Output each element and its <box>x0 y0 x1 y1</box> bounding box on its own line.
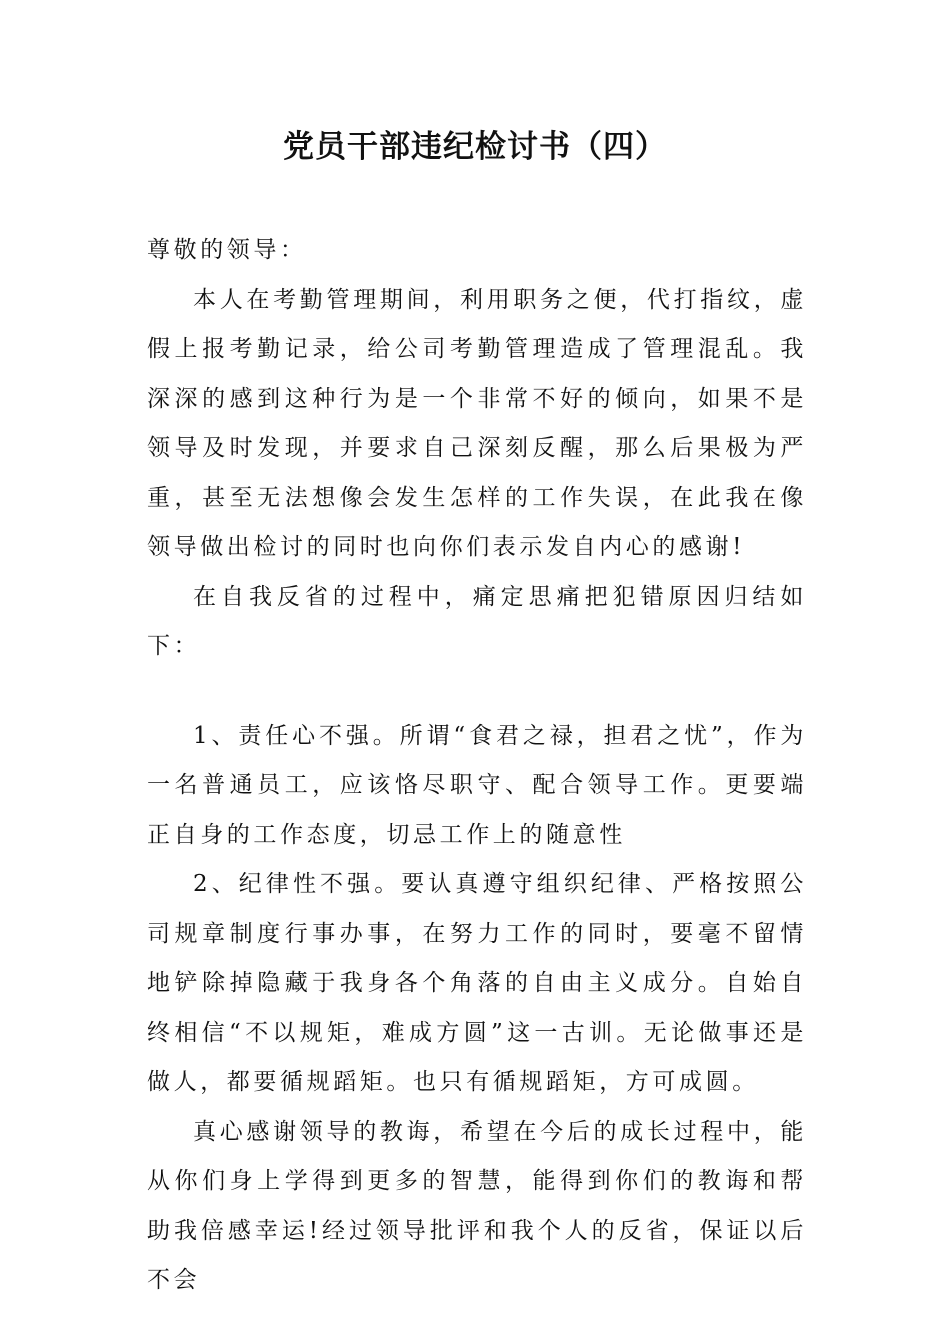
paragraph-reason-2: 2、纪律性不强。要认真遵守组织纪律、严格按照公司规章制度行事办事，在努力工作的同时，要毫不留情地铲除掉隐藏于我身各个角落的自由主义成分。自始自终相信“不以规矩，难成方圆”这一古训。无论做事还是做人，都要循规蹈矩。也只有循规蹈矩，方可成圆。 <box>147 871 807 1095</box>
salutation: 尊敬的领导： <box>147 237 307 263</box>
paragraph-gratitude: 真心感谢领导的教诲，希望在今后的成长过程中，能从你们身上学得到更多的智慧，能得到你们的教诲和帮助我倍感幸运!经过领导批评和我个人的反省，保证以后不会 <box>147 1118 807 1293</box>
paragraph-spacer <box>147 672 807 712</box>
paragraph-reflection-intro: 在自我反省的过程中，痛定思痛把犯错原因归结如下： <box>147 583 807 659</box>
document-title: 党员干部违纪检讨书（四） <box>283 129 667 165</box>
paragraph-confession: 本人在考勤管理期间，利用职务之便，代打指纹，虚假上报考勤记录，给公司考勤管理造成了管理混乱。我深深的感到这种行为是一个非常不好的倾向，如果不是领导及时发现，并要求自己深刻反醒，那么后果极为严重，甚至无法想像会发生怎样的工作失误，在此我在像领导做出检讨的同时也向你们表示发自内心的感谢! <box>147 286 807 560</box>
document-body <box>147 226 807 1306</box>
paragraph-reason-1: 1、责任心不强。所谓“食君之禄，担君之忧”，作为一名普通员工，应该恪尽职守、配合领导工作。更要端正自身的工作态度，切忌工作上的随意性 <box>147 722 807 848</box>
